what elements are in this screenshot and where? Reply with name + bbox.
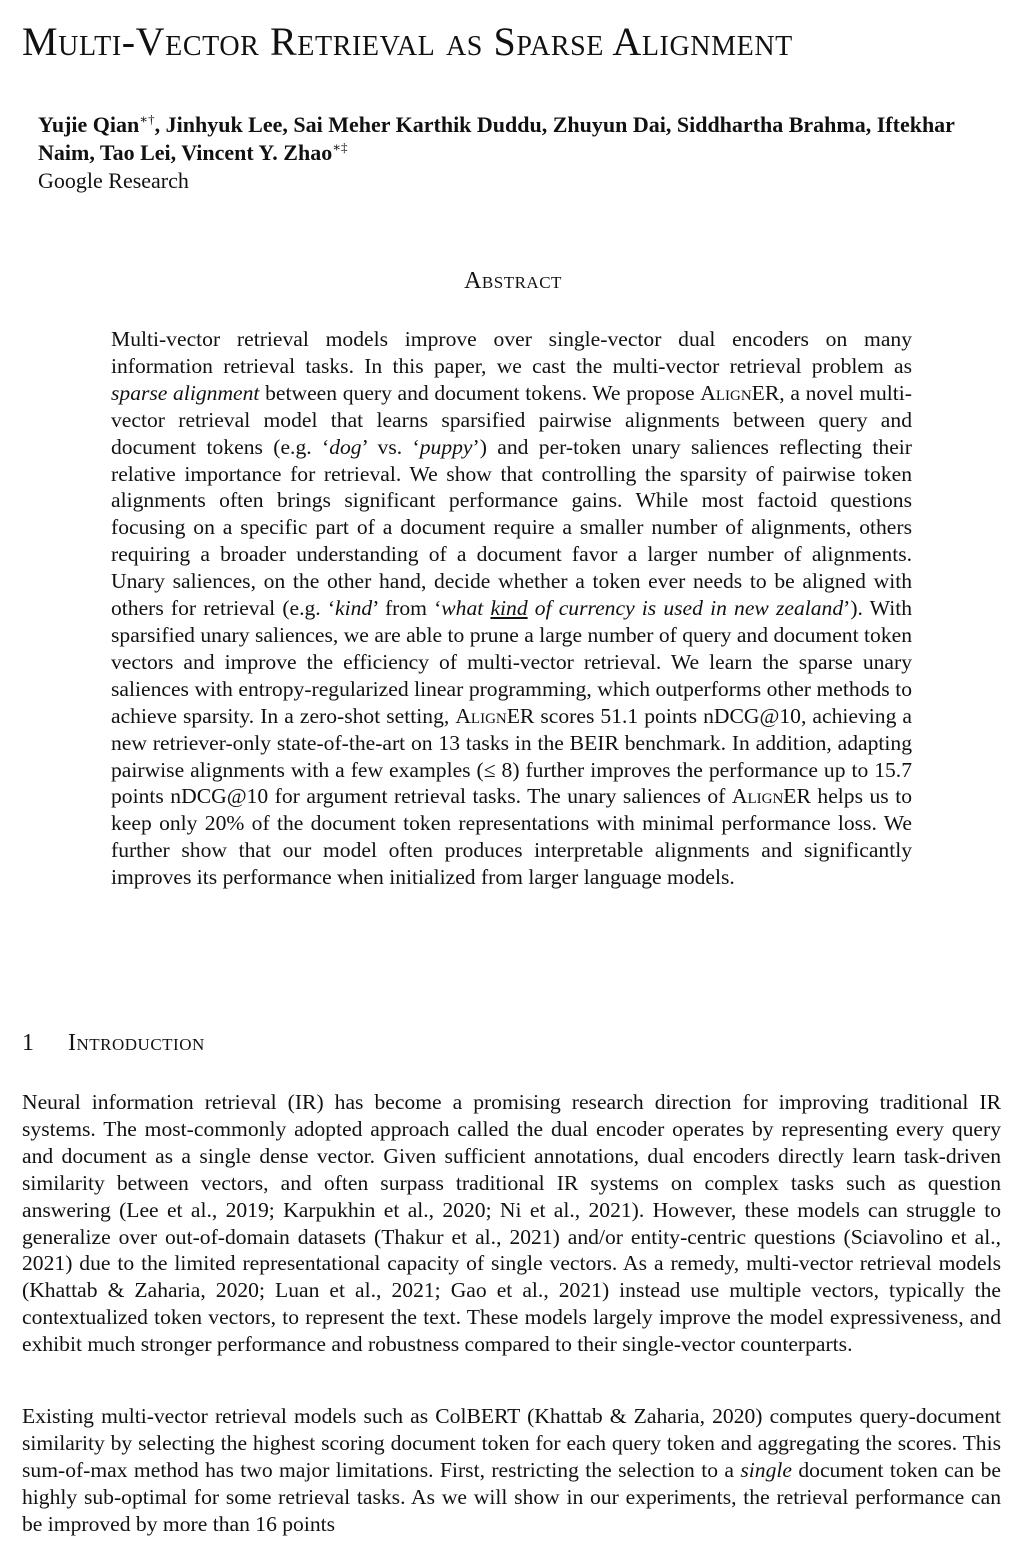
abstract-span: helps us to keep only 20% of the document token representations with minimal performance loss. We further show that our model often produces interpretable alignments and significantly improves its performance when initialized from larger language models. xyxy=(111,784,912,890)
model-name: AlignER xyxy=(455,703,535,728)
affiliation: Google Research xyxy=(38,168,189,193)
abstract-emphasis: puppy xyxy=(419,434,473,459)
abstract-underlined: kind xyxy=(490,596,528,621)
abstract-text xyxy=(111,326,912,891)
abstract-span: , a novel multi-vector retrieval model that learns sparsified pairwise alignments between query and document tokens (e.g. ‘ xyxy=(111,380,913,459)
paragraph-emphasis: single xyxy=(740,1457,792,1482)
section-number: 1 xyxy=(22,1030,34,1056)
abstract-emphasis: sparse alignment xyxy=(111,380,260,405)
intro-paragraph-1: Neural information retrieval (IR) has become a promising research direction for improving traditional IR systems. The most-commonly adopted approach called the dual encoder operates by representing every query and document as a single dense vector. Given sufficient annotations, dual encoders directly learn task-driven similarity between vectors, and often surpass traditional IR systems on complex tasks such as question answering (Lee et al., 2019; Karpukhin et al., 2020; Ni et al., 2021). However, these models can struggle to generalize over out-of-domain datasets (Thakur et al., 2021) and/or entity-centric questions (Sciavolino et al., 2021) due to the limited representational capacity of single vectors. As a remedy, multi-vector retrieval models (Khattab & Zaharia, 2020; Luan et al., 2021; Gao et al., 2021) instead use multiple vectors, typically the contextualized token vectors, to represent the text. These models largely improve the model expressiveness, and exhibit much stronger performance and robustness compared to their single-vector counterparts. xyxy=(22,1090,1001,1357)
abstract-span: scores 51.1 points nDCG@10, achieving a new retriever-only state-of-the-art on 13 tasks in the BEIR benchmark. In addition, adapting pairwise alignments with a few examples (≤ 8) further improves the performance up to 15.7 points nDCG@10 for argument retrieval tasks. The unary saliences of xyxy=(111,703,912,809)
section-title: Introduction xyxy=(68,1030,205,1056)
abstract-span: ’ vs. ‘ xyxy=(361,434,420,459)
abstract-span: ’ from ‘ xyxy=(372,596,442,621)
abstract-heading: Abstract xyxy=(464,268,562,294)
first-author-marks: ∗† xyxy=(139,111,155,127)
model-name: AlignER xyxy=(700,380,780,405)
paper-title: Multi-Vector Retrieval as Sparse Alignment xyxy=(22,19,793,64)
abstract-emphasis: kind xyxy=(335,596,373,621)
abstract-span: Multi-vector retrieval models improve over single-vector dual encoders on many information retrieval tasks. In this paper, we cast the multi-vector retrieval problem as xyxy=(111,327,912,378)
section-heading xyxy=(22,1028,205,1058)
abstract-span: ’). With sparsified unary saliences, we are able to prune a large number of query and document token vectors and improve the efficiency of multi-vector retrieval. We learn the sparse unary saliences with entropy-regularized linear programming, which outperforms other methods to achieve sparsity. In a zero-shot setting, xyxy=(111,596,912,728)
abstract-span: between query and document tokens. We propose xyxy=(259,380,701,405)
last-author-marks: ∗‡ xyxy=(332,139,348,155)
paragraph-span: document token can be highly sub-optimal for some retrieval tasks. As we will show in our experiments, the retrieval performance can be improved by more than 16 points xyxy=(22,1457,1002,1536)
author-list xyxy=(38,112,955,165)
author-block xyxy=(38,111,998,195)
intro-paragraph-2 xyxy=(22,1403,1001,1538)
abstract-span: ’) and per-token unary saliences reflecting their relative importance for retrieval. We show that controlling the sparsity of pairwise token alignments often brings significant performance gains. While most factoid questions focusing on a specific part of a document require a smaller number of alignments, others requiring a broader understanding of a document favor a larger number of alignments. Unary saliences, on the other hand, decide whether a token ever needs to be aligned with others for retrieval (e.g. ‘ xyxy=(111,434,912,621)
first-author-name: Yujie Qian xyxy=(38,112,140,137)
paragraph-span: Existing multi-vector retrieval models such as ColBERT (Khattab & Zaharia, 2020) computes query-document similarity by selecting the highest scoring document token for each query token and aggregating the scores. This sum-of-max method has two major limitations. First, restricting the selection to a xyxy=(22,1404,1001,1482)
abstract-emphasis: dog xyxy=(329,434,362,459)
abstract-emphasis: what xyxy=(441,596,491,621)
abstract-emphasis: of currency is used in new zealand xyxy=(527,596,844,621)
other-authors: , Jinhyuk Lee, Sai Meher Karthik Duddu, Zhuyun Dai, Siddhartha Brahma, Iftekhar Naim, Tao Lei, Vincent Y. Zhao xyxy=(38,112,955,165)
model-name: AlignER xyxy=(731,784,811,809)
